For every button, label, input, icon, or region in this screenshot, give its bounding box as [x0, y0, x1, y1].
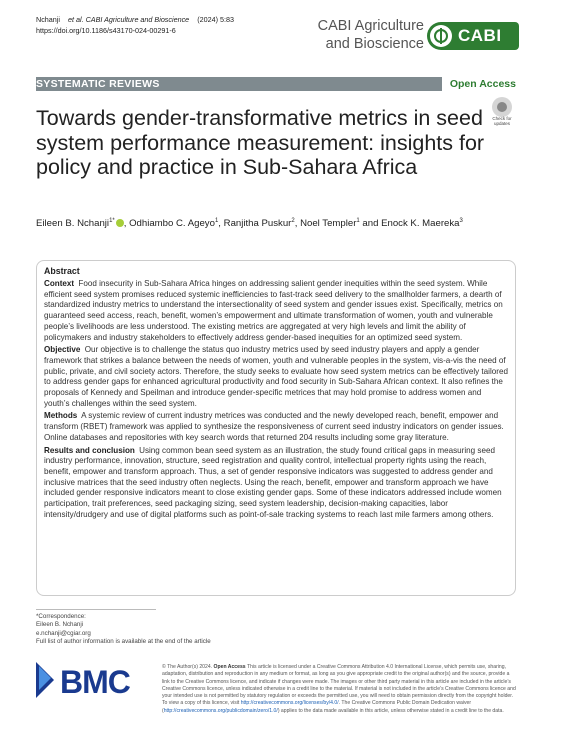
abstract-context: Context Food insecurity in Sub-Sahara Africa hinges on addressing salient gender inequities within the seed system. While efficient seed system promises reduced systemic inefficiencies to fast-track seed delivery to the smallholder farmers, a dearth of standardized industry metrics to understand the intersectionality of seed system and gender issues exist. Specifically, metrics on guaranteed seed access, reach, benefit, women’s empowerment and ultimate transformation of women, youth and vulnerable people’s livelihoods are less understood. The existing metrics are aggregated at very high levels and limit the ability of policymakers and industry stakeholders to effectively address gender-based inequities for an optimized seed system.	[44, 279, 503, 342]
abstract-results: Results and conclusion Using common bean seed system as an illustration, the study found critical gaps in measuring seed industry performance, innovation, structure, seed registration and quality control, intellectual property rights using the reach, benefit, empower and transform approach. Thus, a set of gender responsive indicators was suggested to address gender and inclusive matrices that the seed industry often neglects. Using the reach, benefit, empower and transform approach we have included gender responsive indicators meant to close existing gender gaps. Some of these indicators addressed include women participation, trait preferences, seed packaging sizing, seed system leadership, decision-making capacities, labor intensity/drudgery and use of digital platforms such as point-of-sale tracking systems to reach last mile farmers among others.	[44, 445, 502, 519]
cabi-logo: CABI	[427, 22, 519, 50]
abstract-objective: Objective Our objective is to challenge the status quo industry metrics used by seed industry players and apply a gender framework that strikes a balance between the needs of women, youth and vulnerable peoples in the system, vis-a-vis the need of public, private, and civil society actors. Therefore, the study seeks to evaluate how seed system metrics can be effectively tailored to address gender gaps for enhanced agricultural productivity and food security in Sub-Sahara African context. It also refines the proposals of Kennedy and Speilman and introduce gender-specific metrices that may hold promise to address women and youth’s challenges within the seed system.	[44, 345, 508, 408]
abstract-box	[36, 260, 516, 596]
journal-name: CABI Agriculture and Bioscience	[317, 18, 424, 52]
running-header	[36, 14, 240, 36]
open-access-badge: Open Access	[442, 77, 516, 91]
bmc-logo: BMC	[36, 662, 142, 702]
section-label: SYSTEMATIC REVIEWS	[36, 78, 160, 90]
article-title: Towards gender-transformative metrics in seed system performance measurement: insights for policy and practice in Sub-Sahara Africa	[36, 106, 485, 179]
header-year-ref: (2024) 5:83	[197, 15, 234, 24]
bmc-arrow-inner	[39, 666, 51, 690]
check-for-updates-button[interactable]: Check for updates	[487, 97, 517, 127]
author[interactable]: Noel Templer$^1$	[300, 218, 360, 230]
author[interactable]: Eileen B. Nchanji$^{1*}$	[36, 218, 115, 230]
author-list: Eileen B. Nchanji$^{1*}$ , Odhiambo C. Ageyo$^1$, Ranjitha Puskur$^2$, Noel Templer$^1$ and Enock K. Maereka$^3$	[36, 218, 463, 230]
author[interactable]: Odhiambo C. Ageyo$^1$	[129, 218, 219, 230]
license-text: © The Author(s) 2024. Open Access This article is licensed under a Creative Commons Attribution 4.0 International License, which permits use, sharing, adaptation, distribution and reproduction in any medium or format, as long as you give appropriate credit to the original author(s) and the source, provide a link to the Creative Commons licence, and indicate if changes were made. The images or other third party material in this article are included in the article’s Creative Commons licence, unless indicated otherwise in a credit line to the material. If material is not included in the article’s Creative Commons licence and your intended use is not permitted by statutory regulation or exceeds the permitted use, you will need to obtain permission directly from the copyright holder. To view a copy of this licence, visit http://creativecommons.org/licenses/by/4.0/. The Creative Commons Public Domain Dedication waiver (http://creativecommons.org/publicdomain/zero/1.0/) applies to the data made available in this article, unless otherwise stated in a credit line to the data.	[162, 664, 516, 714]
section-banner	[36, 77, 516, 91]
license-link[interactable]: http://creativecommons.org/licenses/by/4.0/	[240, 700, 339, 707]
correspondence: *Correspondence: Eileen B. Nchanji e.nchanji@cgiar.org Full list of author information is available at the end of the article	[36, 613, 236, 647]
citation-line	[36, 14, 240, 25]
public-domain-link[interactable]: http://creativecommons.org/publicdomain/zero/1.0/	[163, 707, 278, 714]
author[interactable]: Ranjitha Puskur$^2$	[223, 218, 295, 230]
header-author: Nchanji et al. CABI Agriculture and Bioscience	[36, 15, 190, 24]
orcid-icon[interactable]	[116, 219, 124, 227]
author[interactable]: Enock K. Maereka$^3$	[381, 218, 463, 230]
abstract-methods: Methods A systemic review of current industry metrices was conducted and the newly developed reach, benefit, empower and transform (RBET) framework was applied to synthesize the responsiveness of current seed industry indicators on gender issues. Online databases and repositories with key search words that returned 204 results including some gray literature.	[44, 411, 504, 442]
cabi-seed-icon	[430, 25, 452, 47]
doi-link[interactable]: https://doi.org/10.1186/s43170-024-00291-6	[36, 26, 176, 35]
abstract-heading: Abstract	[44, 266, 80, 276]
divider	[36, 609, 156, 610]
check-updates-icon	[492, 97, 512, 117]
email-link[interactable]: e.nchanji@cgiar.org	[36, 629, 91, 637]
